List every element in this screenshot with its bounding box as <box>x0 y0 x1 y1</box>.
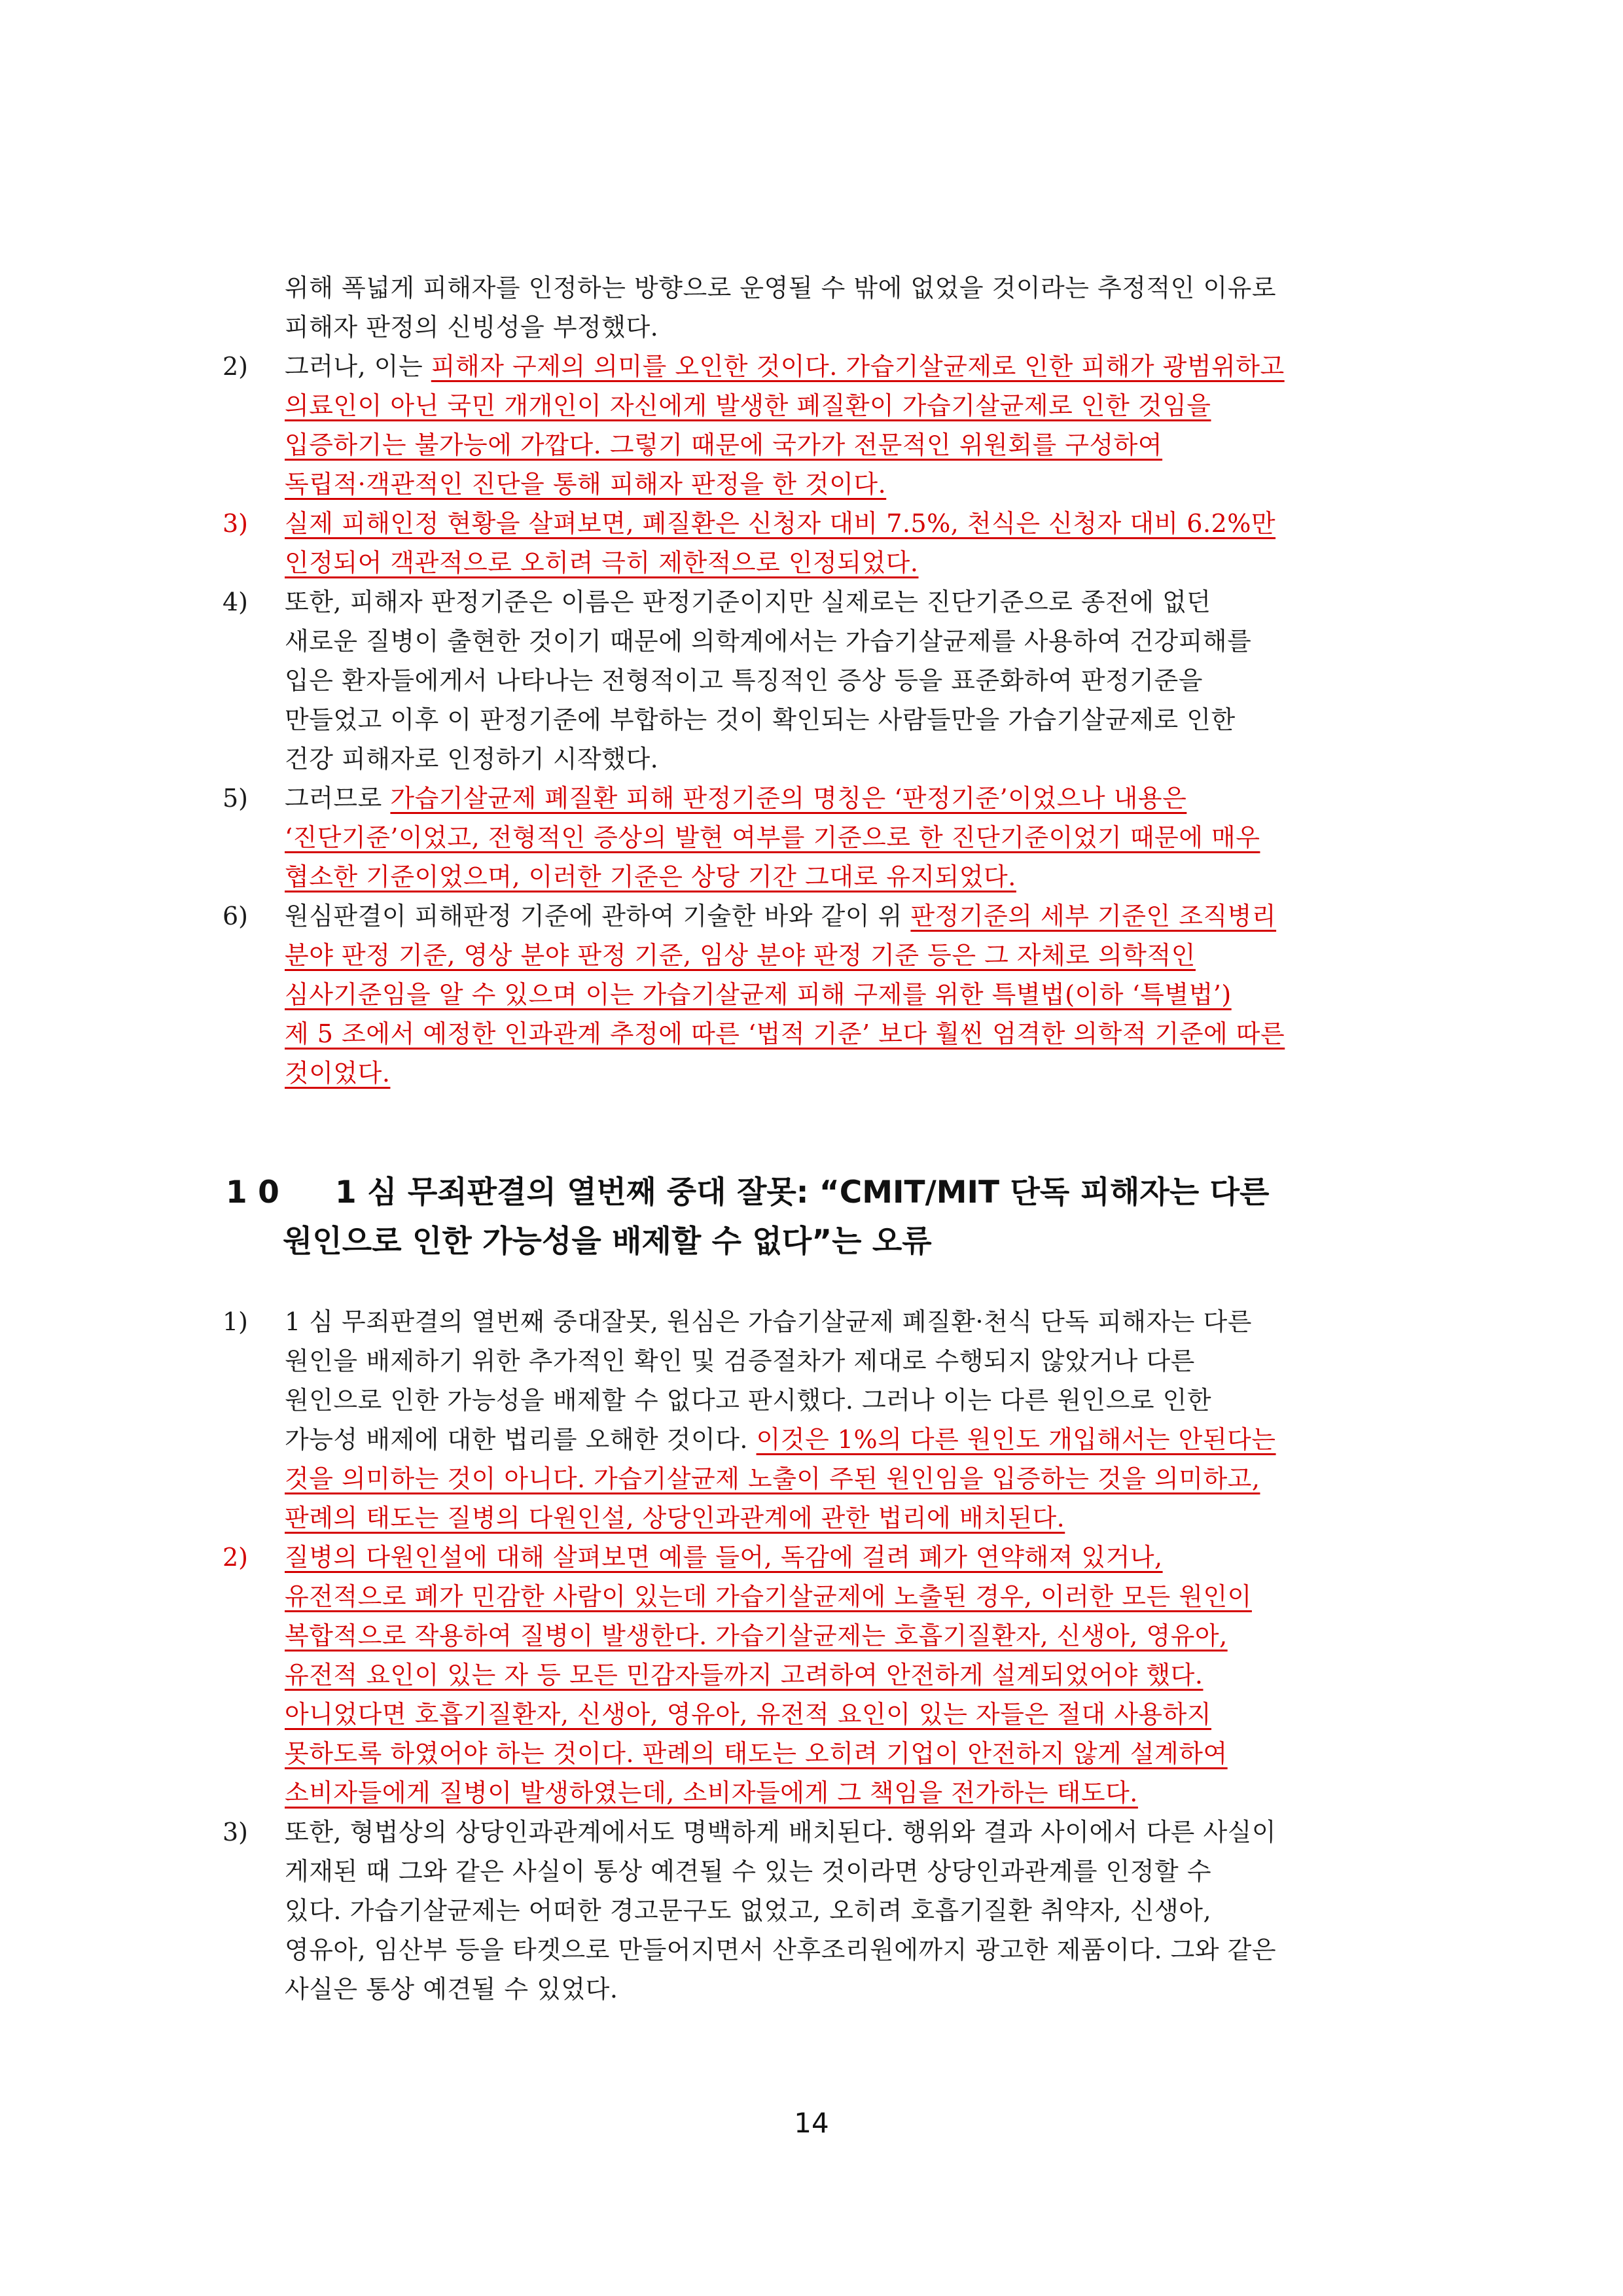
list-item-line <box>285 465 886 504</box>
highlighted-text: 소비자들에게 질병이 발생하였는데, 소비자들에게 그 책임을 전가하는 태도다. <box>285 1778 1138 1807</box>
highlighted-text: 유전적 요인이 있는 자 등 모든 민감자들까지 고려하여 안전하게 설계되었어야 했다. <box>285 1661 1204 1689</box>
list-item-line <box>285 1969 618 2009</box>
list-item-line <box>285 1341 1195 1381</box>
highlighted-text: 독립적·객관적인 진단을 통해 피해자 판정을 한 것이다. <box>285 470 887 499</box>
plain-text: 원인으로 인한 가능성을 배제할 수 없다고 판시했다. 그러나 이는 다른 원인으로 인한 <box>285 1386 1212 1415</box>
highlighted-text: 판정기준의 세부 기준인 조직병리 <box>910 902 1277 930</box>
highlighted-text: 가습기살균제 폐질환 피해 판정기준의 명칭은 ‘판정기준’이었으나 내용은 <box>390 784 1187 813</box>
list-item-line <box>285 347 1285 386</box>
list-item-line <box>285 1459 1260 1498</box>
list-item-line <box>285 1734 1228 1773</box>
section-heading-line-2: 원인으로 인한 가능성을 배제할 수 없다”는 오류 <box>283 1224 932 1260</box>
list-item-line <box>285 1655 1203 1695</box>
highlighted-text: 판례의 태도는 질병의 다원인설, 상당인과관계에 관한 법리에 배치된다. <box>285 1504 1065 1532</box>
highlighted-text: 의료인이 아닌 국민 개개인이 자신에게 발생한 폐질환이 가습기살균제로 인한 것임을 <box>285 391 1211 420</box>
plain-text: 가능성 배제에 대한 법리를 오해한 것이다. <box>285 1425 757 1454</box>
list-item-line <box>285 661 1203 700</box>
highlighted-text: 협소한 기준이었으며, 이러한 기준은 상당 기간 그대로 유지되었다. <box>285 862 1016 891</box>
list-item-line <box>285 975 1232 1014</box>
list-item-line <box>285 1381 1211 1420</box>
list-item-line <box>285 1577 1252 1616</box>
list-item-line <box>285 1930 1276 1969</box>
highlighted-text: 복합적으로 작용하여 질병이 발생한다. 가습기살균제는 호흡기질환자, 신생아, 영유아, <box>285 1621 1228 1650</box>
section-number: 1 0 <box>226 1174 279 1210</box>
list-item-line <box>285 1852 1211 1891</box>
list-item-line <box>285 1302 1252 1341</box>
plain-text: 또한, 형법상의 상당인과관계에서도 명백하게 배치된다. 행위와 결과 사이에서 다른 사실이 <box>285 1818 1277 1846</box>
highlighted-text: 것이었다. <box>285 1059 391 1087</box>
highlighted-text: ‘진단기준’이었고, 전형적인 증상의 발현 여부를 기준으로 한 진단기준이었기 때문에 매우 <box>285 823 1260 852</box>
list-item-number: 3) <box>223 509 249 538</box>
plain-text: 영유아, 임산부 등을 타겟으로 만들어지면서 산후조리원에까지 광고한 제품이다. 그와 같은 <box>285 1935 1277 1964</box>
list-item-number: 4) <box>223 588 249 616</box>
list-item-number: 5) <box>223 784 249 813</box>
highlighted-text: 피해자 구제의 의미를 오인한 것이다. 가습기살균제로 인한 피해가 광범위하고 <box>431 352 1285 381</box>
page-number: 14 <box>794 2107 829 2139</box>
list-item-line <box>285 936 1196 975</box>
highlighted-text: 실제 피해인정 현황을 살펴보면, 폐질환은 신청자 대비 7.5%, 천식은 신청자 대비 6.2%만 <box>285 509 1276 538</box>
list-item-line <box>285 582 1211 622</box>
plain-text: 원심판결이 피해판정 기준에 관하여 기술한 바와 같이 위 <box>285 902 911 930</box>
highlighted-text: 질병의 다원인설에 대해 살펴보면 예를 들어, 독감에 걸려 폐가 연약해져 있거나, <box>285 1543 1163 1572</box>
highlighted-text: 못하도록 하였어야 하는 것이다. 판례의 태도는 오히려 기업이 안전하지 않게 설계하여 <box>285 1739 1228 1768</box>
list-item-number: 2) <box>223 1543 249 1572</box>
highlighted-text: 이것은 1%의 다른 원인도 개입해서는 안된다는 <box>756 1425 1276 1454</box>
highlighted-text: 입증하기는 불가능에 가깝다. 그렇기 때문에 국가가 전문적인 위원회를 구성하여 <box>285 431 1163 459</box>
list-item-line <box>285 543 918 582</box>
plain-text: 입은 환자들에게서 나타나는 전형적이고 특징적인 증상 등을 표준화하여 판정기준을 <box>285 666 1203 695</box>
list-item-line <box>285 1014 1285 1053</box>
list-item-line <box>285 504 1275 543</box>
plain-text: 게재된 때 그와 같은 사실이 통상 예견될 수 있는 것이라면 상당인과관계를 인정할 수 <box>285 1857 1212 1886</box>
highlighted-text: 심사기준임을 알 수 있으며 이는 가습기살균제 피해 구제를 위한 특별법(이하 ‘특별법’) <box>285 980 1232 1009</box>
plain-text: 만들었고 이후 이 판정기준에 부합하는 것이 확인되는 사람들만을 가습기살균제로 인한 <box>285 705 1236 734</box>
list-item-line <box>285 1812 1276 1852</box>
list-item-line <box>285 1053 390 1093</box>
plain-text: 사실은 통상 예견될 수 있었다. <box>285 1975 618 2004</box>
list-item-number: 6) <box>223 902 249 930</box>
plain-text: 원인을 배제하기 위한 추가적인 확인 및 검증절차가 제대로 수행되지 않았거나 다른 <box>285 1347 1195 1375</box>
highlighted-text: 것을 의미하는 것이 아니다. 가습기살균제 노출이 주된 원인임을 입증하는 것을 의미하고, <box>285 1464 1260 1493</box>
list-item-line <box>285 425 1162 465</box>
list-item-line <box>285 622 1251 661</box>
list-item-line <box>285 857 1016 896</box>
highlighted-text: 인정되어 객관적으로 오히려 극히 제한적으로 인정되었다. <box>285 548 919 577</box>
highlighted-text: 분야 판정 기준, 영상 분야 판정 기준, 임상 분야 판정 기준 등은 그 자체로 의학적인 <box>285 941 1196 970</box>
list-item-line <box>285 386 1211 425</box>
plain-text: 1 심 무죄판결의 열번째 중대잘못, 원심은 가습기살균제 폐질환·천식 단독 피해자는 다른 <box>285 1307 1252 1336</box>
highlighted-text: 아니었다면 호흡기질환자, 신생아, 영유아, 유전적 요인이 있는 자들은 절대 사용하지 <box>285 1700 1212 1729</box>
list-item-line <box>285 1420 1276 1459</box>
list-item-number: 2) <box>223 352 249 381</box>
plain-text: 그러나, 이는 <box>285 352 431 381</box>
highlighted-text: 제 5 조에서 예정한 인과관계 추정에 따른 ‘법적 기준’ 보다 훨씬 엄격한 의학적 기준에 따른 <box>285 1019 1285 1048</box>
list-item-number: 1) <box>223 1307 249 1336</box>
plain-text: 새로운 질병이 출현한 것이기 때문에 의학계에서는 가습기살균제를 사용하여 건강피해를 <box>285 627 1252 656</box>
plain-text: 또한, 피해자 판정기준은 이름은 판정기준이지만 실제로는 진단기준으로 종전에 없던 <box>285 588 1211 616</box>
list-item-line <box>285 779 1186 818</box>
highlighted-text: 유전적으로 폐가 민감한 사람이 있는데 가습기살균제에 노출된 경우, 이러한 모든 원인이 <box>285 1582 1252 1611</box>
section-heading-line-1: 1 심 무죄판결의 열번째 중대 잘못: “CMIT/MIT 단독 피해자는 다른 <box>335 1174 1270 1210</box>
list-item-line <box>285 700 1236 739</box>
list-item-number: 3) <box>223 1818 249 1846</box>
paragraph-line: 위해 폭넓게 피해자를 인정하는 방향으로 운영될 수 밖에 없었을 것이라는 추정적인 이유로 <box>285 274 1277 302</box>
list-item-line <box>285 1773 1138 1812</box>
list-item-line <box>285 739 658 779</box>
list-item-line <box>285 1616 1228 1655</box>
list-item-line <box>285 896 1276 936</box>
list-item-line <box>285 818 1260 857</box>
list-item-line <box>285 1695 1211 1734</box>
list-item-line <box>285 1498 1065 1538</box>
list-item-line <box>285 1891 1211 1930</box>
plain-text: 그러므로 <box>285 784 391 813</box>
plain-text: 건강 피해자로 인정하기 시작했다. <box>285 745 659 773</box>
paragraph-line: 피해자 판정의 신빙성을 부정했다. <box>285 313 659 342</box>
plain-text: 있다. 가습기살균제는 어떠한 경고문구도 없었고, 오히려 호흡기질환 취약자, 신생아, <box>285 1896 1212 1925</box>
list-item-line <box>285 1538 1163 1577</box>
